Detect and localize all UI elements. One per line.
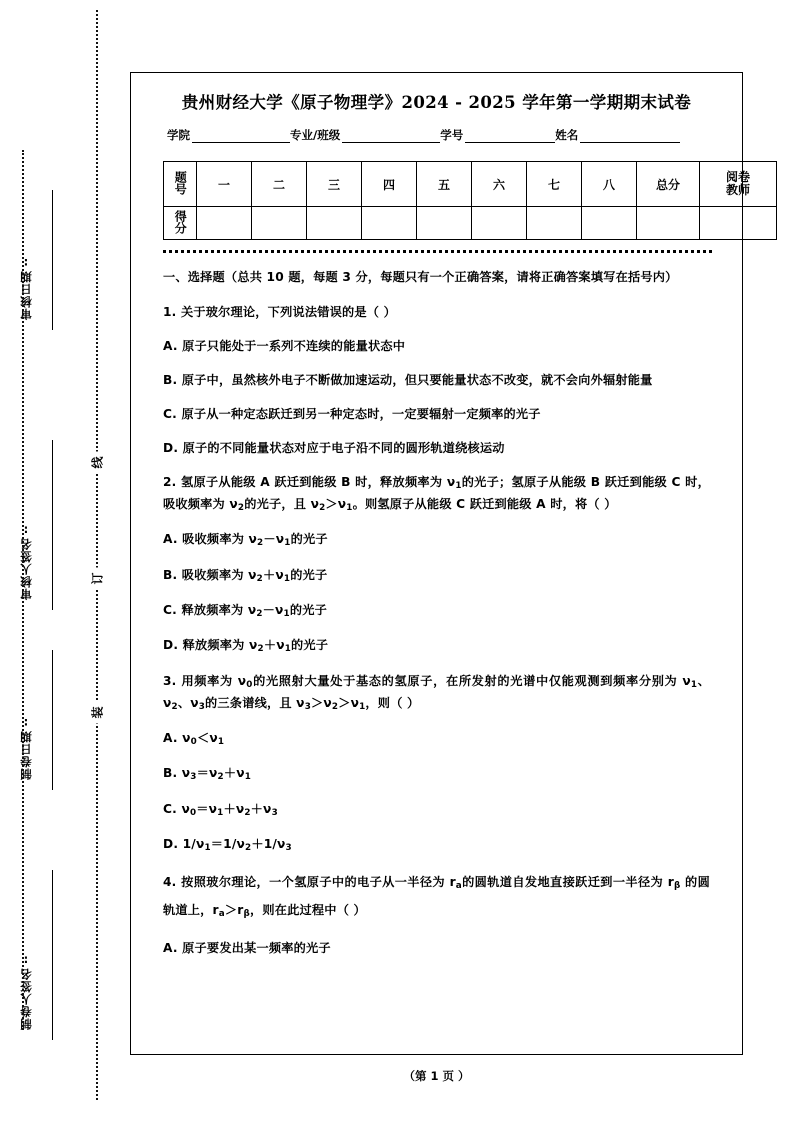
question-2-option-a[interactable] — [163, 529, 710, 551]
marking-teacher-line1: 阅卷 — [725, 170, 750, 185]
field-name-input[interactable] — [580, 129, 680, 143]
question-2-option-d-letter: D. — [163, 638, 179, 653]
score-col-7: 七 — [527, 162, 582, 207]
question-3-text: 用频率为 $\nu_0$的光照射大量处于基态的氢原子，在所发射的光谱中仅能观测到频率分别为 $\nu_1$、$\nu_2$、$\nu_3$的三条谱线，且 $\nu_3>\nu_2>\nu_1$，则（ ） — [163, 673, 710, 713]
score-col-6: 六 — [472, 162, 527, 207]
question-1-option-b[interactable] — [163, 370, 710, 391]
page-number-label: （第 1 页 ） — [403, 1069, 470, 1083]
question-4 — [163, 869, 710, 959]
question-4-text: 按照玻尔理论，一个氢原子中的电子从一半径为 $r_a$的圆轨道自发地直接跃迁到一半径为 $r_\beta$ 的圆轨道上，$r_a>r_\beta$，则在此过程中（ ） — [163, 875, 710, 920]
score-col-3: 三 — [307, 162, 362, 207]
score-col-4: 四 — [362, 162, 417, 207]
question-3-number: 3. — [163, 673, 177, 688]
question-4-option-a[interactable] — [163, 938, 710, 959]
marking-teacher-line2: 教师 — [725, 183, 750, 197]
field-college-label: 学院 — [167, 128, 190, 142]
margin-divider-1 — [52, 190, 53, 330]
question-2-option-a-text: 吸收频率为 $\nu_2-\nu_1$的光子 — [182, 532, 328, 549]
question-3-option-d-letter: D. — [163, 837, 179, 851]
score-cell-7[interactable] — [527, 207, 582, 240]
score-cell-8[interactable] — [582, 207, 637, 240]
score-col-marking-teacher — [700, 162, 777, 207]
question-1 — [163, 302, 710, 459]
score-col-2: 二 — [252, 162, 307, 207]
score-col-1: 一 — [197, 162, 252, 207]
question-3-stem — [163, 671, 710, 716]
exam-page-frame — [130, 72, 750, 1055]
question-1-number: 1. — [163, 304, 177, 319]
question-1-stem — [163, 302, 710, 323]
left-margin-annotations — [0, 0, 130, 1122]
field-major-class-label: 专业/班级 — [290, 128, 341, 142]
question-4-option-a-letter: A. — [163, 941, 178, 956]
question-1-text: 关于玻尔理论，下列说法错误的是（ ） — [180, 304, 396, 319]
margin-divider-2 — [52, 440, 53, 610]
score-cell-2[interactable] — [252, 207, 307, 240]
question-1-option-a[interactable] — [163, 336, 710, 357]
question-4-option-a-text: 原子要发出某一频率的光子 — [182, 941, 331, 956]
field-major-class — [290, 127, 440, 143]
question-3-option-c-letter: C. — [163, 801, 177, 816]
question-2-option-c-text: 释放频率为 $\nu_2-\nu_1$的光子 — [181, 603, 328, 620]
score-cell-total[interactable] — [637, 207, 700, 240]
question-2-text: 氢原子从能级 A 跃迁到能级 B 时，释放频率为 $\nu_1$的光子；氢原子从能级 B 跃迁到能级 C 时，吸收频率为 $\nu_2$的光子，且 $\nu_2>\nu_1$。则氢原子从能级 C 跃迁到能级 A 时，将（ ） — [163, 474, 710, 514]
field-student-id-input[interactable] — [465, 129, 555, 143]
question-3-option-b[interactable] — [163, 763, 710, 785]
exam-title: 贵州财经大学《原子物理学》2024 - 2025 学年第一学期期末试卷 — [181, 93, 692, 112]
score-cell-teacher[interactable] — [700, 207, 777, 240]
field-college-input[interactable] — [192, 129, 290, 143]
question-2-option-a-letter: A. — [163, 532, 178, 547]
question-3-option-d[interactable] — [163, 834, 710, 856]
score-label-points: 得分 — [173, 209, 188, 234]
question-2-stem — [163, 472, 710, 517]
question-2-option-b[interactable] — [163, 565, 710, 587]
margin-divider-3 — [52, 650, 53, 790]
score-table — [163, 161, 777, 240]
binding-rail-outer — [22, 150, 24, 1030]
question-3 — [163, 671, 710, 857]
score-cell-6[interactable] — [472, 207, 527, 240]
question-1-option-d-letter: D. — [163, 440, 179, 455]
binding-char-staple: 订 — [87, 568, 108, 590]
question-2 — [163, 472, 710, 658]
question-1-option-d[interactable] — [163, 438, 710, 459]
question-1-option-b-text: 原子中，虽然核外电子不断做加速运动，但只要能量状态不改变，就不会向外辐射能量 — [181, 372, 653, 387]
question-3-option-a-letter: A. — [163, 731, 178, 746]
score-cell-4[interactable] — [362, 207, 417, 240]
question-1-option-b-letter: B. — [163, 372, 178, 387]
margin-divider-4 — [52, 870, 53, 1040]
question-1-option-d-text: 原子的不同能量状态对应于电子沿不同的圆形轨道绕核运动 — [182, 440, 505, 455]
score-table-row-label-score — [164, 207, 197, 240]
student-info-row — [167, 127, 718, 143]
field-student-id — [440, 127, 555, 143]
binding-char-line: 线 — [87, 452, 108, 474]
margin-label-paper-maker-signature: 制卷人签名: — [19, 952, 33, 1030]
field-name — [555, 127, 680, 143]
score-label-q-char1: 题号 — [173, 170, 188, 195]
score-table-value-row — [164, 207, 777, 240]
question-1-option-a-letter: A. — [163, 338, 178, 353]
score-col-total: 总分 — [637, 162, 700, 207]
question-1-option-c[interactable] — [163, 404, 710, 425]
question-3-option-a[interactable] — [163, 728, 710, 750]
question-3-option-b-letter: B. — [163, 766, 178, 781]
binding-rail-inner — [96, 10, 98, 1100]
question-4-stem — [163, 869, 710, 925]
exam-body — [163, 267, 710, 959]
question-3-option-a-text: $\nu_0<\nu_1$ — [182, 731, 225, 748]
question-1-option-c-letter: C. — [163, 406, 177, 421]
question-3-option-b-text: $\nu_3=\nu_2+\nu_1$ — [181, 766, 252, 783]
question-2-option-b-letter: B. — [163, 567, 178, 582]
field-name-label: 姓名 — [555, 128, 579, 142]
binding-char-bind: 装 — [87, 702, 108, 724]
field-student-id-label: 学号 — [440, 128, 464, 142]
margin-label-paper-date: 制卷日期: — [19, 715, 33, 780]
question-3-option-d-text: $1/\nu_1=1/\nu_2+1/\nu_3$ — [182, 837, 292, 854]
section-divider — [163, 250, 712, 253]
question-3-option-c-text: $\nu_0=\nu_1+\nu_2+\nu_3$ — [181, 801, 278, 818]
question-2-option-d-text: 释放频率为 $\nu_2+\nu_1$的光子 — [182, 638, 329, 655]
score-table-header-row — [164, 162, 777, 207]
score-col-5: 五 — [417, 162, 472, 207]
question-1-option-c-text: 原子从一种定态跃迁到另一种定态时，一定要辐射一定频率的光子 — [181, 406, 541, 421]
question-2-option-b-text: 吸收频率为 $\nu_2+\nu_1$的光子 — [181, 567, 328, 584]
question-2-option-c-letter: C. — [163, 603, 177, 618]
question-1-option-a-text: 原子只能处于一系列不连续的能量状态中 — [182, 338, 406, 353]
score-cell-3[interactable] — [307, 207, 362, 240]
field-major-class-input[interactable] — [342, 129, 440, 143]
question-3-option-c[interactable] — [163, 799, 710, 821]
margin-label-reviewer-signature: 审核人签名: — [19, 522, 33, 600]
score-cell-1[interactable] — [197, 207, 252, 240]
field-college — [167, 127, 290, 143]
margin-label-review-date: 审核日期: — [19, 255, 33, 320]
question-2-option-d[interactable] — [163, 635, 710, 657]
question-2-option-c[interactable] — [163, 600, 710, 622]
page-footer — [130, 1068, 743, 1084]
score-cell-5[interactable] — [417, 207, 472, 240]
score-col-8: 八 — [582, 162, 637, 207]
score-table-row-label-question — [164, 162, 197, 207]
section-heading: 一、选择题（总共 10 题，每题 3 分，每题只有一个正确答案，请将正确答案填写在括号内） — [163, 270, 678, 284]
question-4-number: 4. — [163, 875, 177, 890]
question-2-number: 2. — [163, 474, 177, 489]
